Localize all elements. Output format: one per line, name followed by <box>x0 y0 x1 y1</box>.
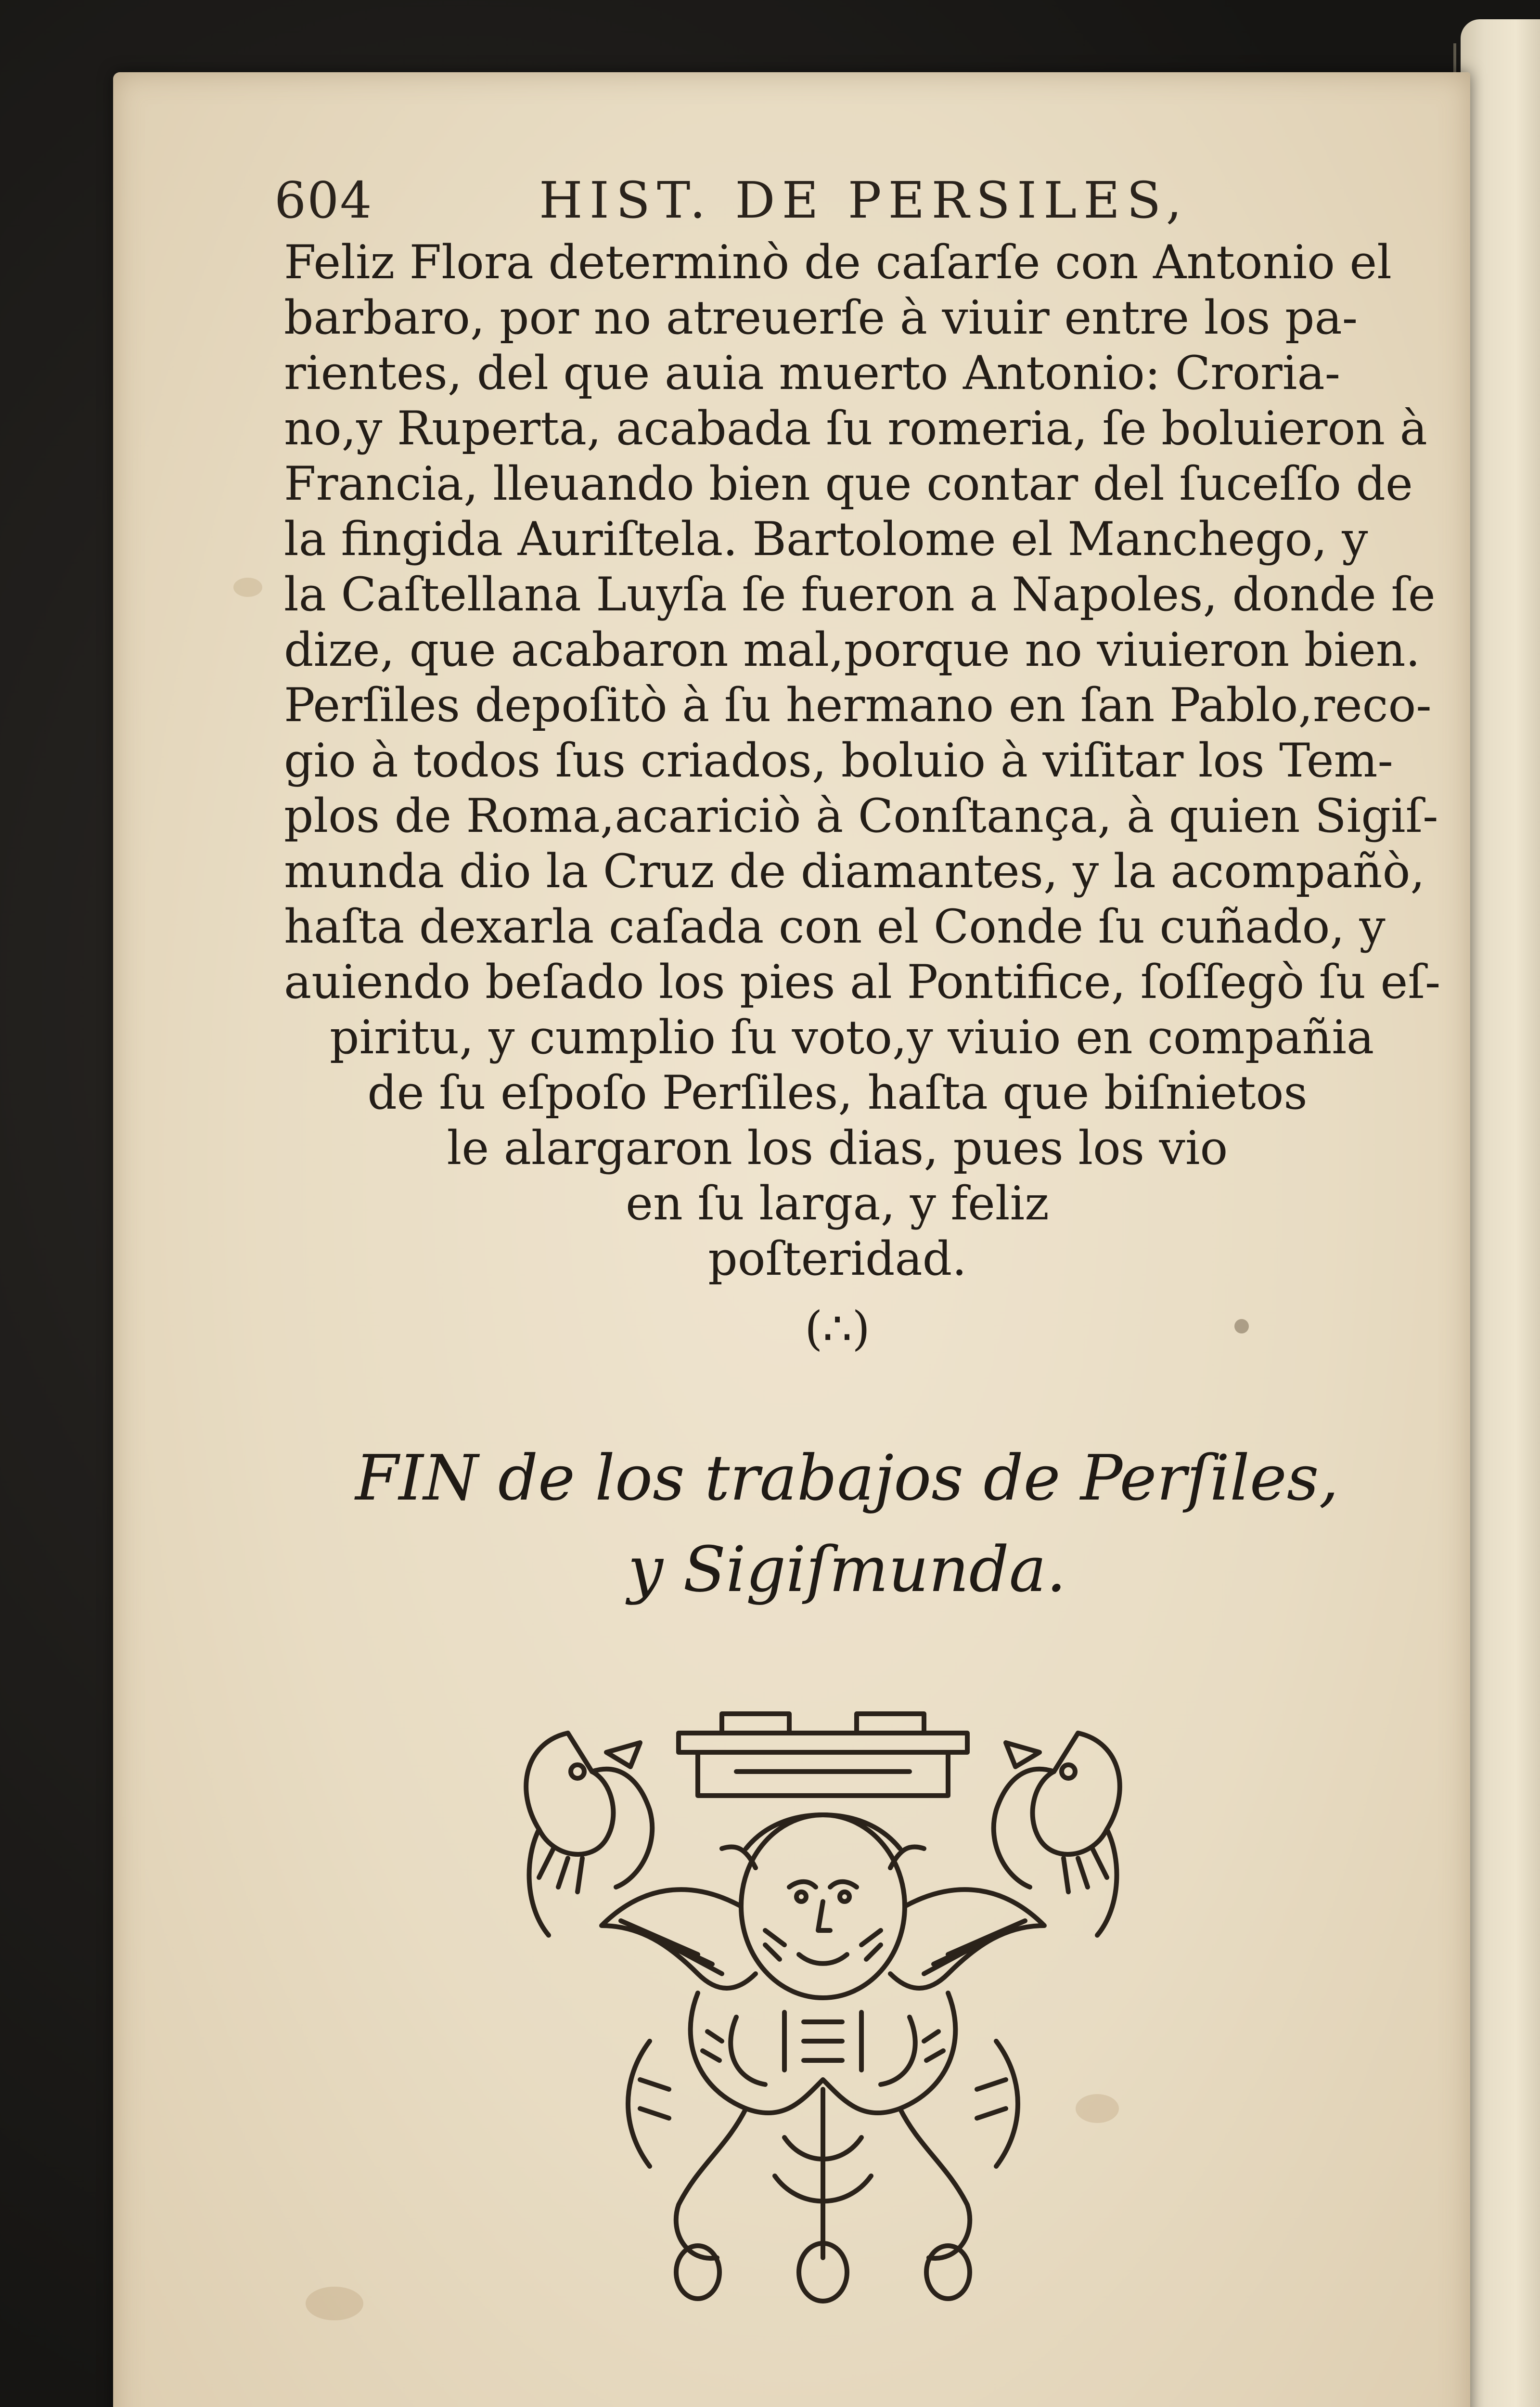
text-line: poſteridad. <box>708 1232 967 1286</box>
text-line: en ſu larga, y feliz <box>626 1177 1049 1230</box>
text-line: la Caſtellana Luyſa ſe fueron a Napoles, donde ſe <box>284 568 1436 621</box>
text-line: Francia, lleuando bien que contar del ſuceſſo de <box>284 457 1413 511</box>
running-title: HIST. DE PERSILES, <box>539 171 1189 230</box>
text-line: auiendo beſado los pies al Pontifice, ſoſſegò ſu eſ- <box>284 955 1441 1009</box>
text-line: no,y Ruperta, acabada ſu romeria, ſe boluieron à <box>284 401 1427 455</box>
text-line: dize, que acabaron mal,porque no viuieron bien. <box>284 623 1421 677</box>
colophon-line: FIN de los trabajos de Perſiles, <box>355 1441 1339 1514</box>
text-line: de ſu eſpoſo Perſiles, haſta que biſnietos <box>367 1066 1308 1120</box>
text-line: piritu, y cumplio ſu voto,y viuio en compañia <box>330 1010 1374 1064</box>
text-line: haſta dexarla caſada con el Conde ſu cuñado, y <box>284 900 1386 954</box>
colophon-line: y Sigiſmunda. <box>628 1533 1066 1606</box>
text-line: barbaro, por no atreuerſe à viuir entre los pa- <box>284 291 1358 345</box>
text-line: munda dio la Cruz de diamantes, y la acompañò, <box>284 844 1425 898</box>
text-line: la fingida Auriſtela. Bartolome el Manchego, y <box>284 512 1368 566</box>
text-line: rientes, del que auia muerto Antonio: Croria- <box>284 346 1341 400</box>
text-line: le alargaron los dias, pues los vio <box>447 1121 1228 1175</box>
text-line: gio à todos ſus criados, boluio à viſitar los Tem- <box>284 734 1393 788</box>
text-line: plos de Roma,acariciò à Conſtança, à quien Sigiſ- <box>284 789 1438 843</box>
foxing-spot <box>306 2287 363 2320</box>
section-mark: (∴) <box>805 1302 870 1356</box>
foxing-spot <box>233 578 262 597</box>
text-line: Perſiles depoſitò à ſu hermano en ſan Pablo,reco- <box>284 678 1432 732</box>
text-line: Feliz Flora determinò de caſarſe con Antonio el <box>284 235 1392 289</box>
heraldic-woodcut-ornament-icon <box>496 1704 1150 2316</box>
next-page-edge <box>1461 19 1540 2407</box>
page-number: 604 <box>274 171 373 230</box>
